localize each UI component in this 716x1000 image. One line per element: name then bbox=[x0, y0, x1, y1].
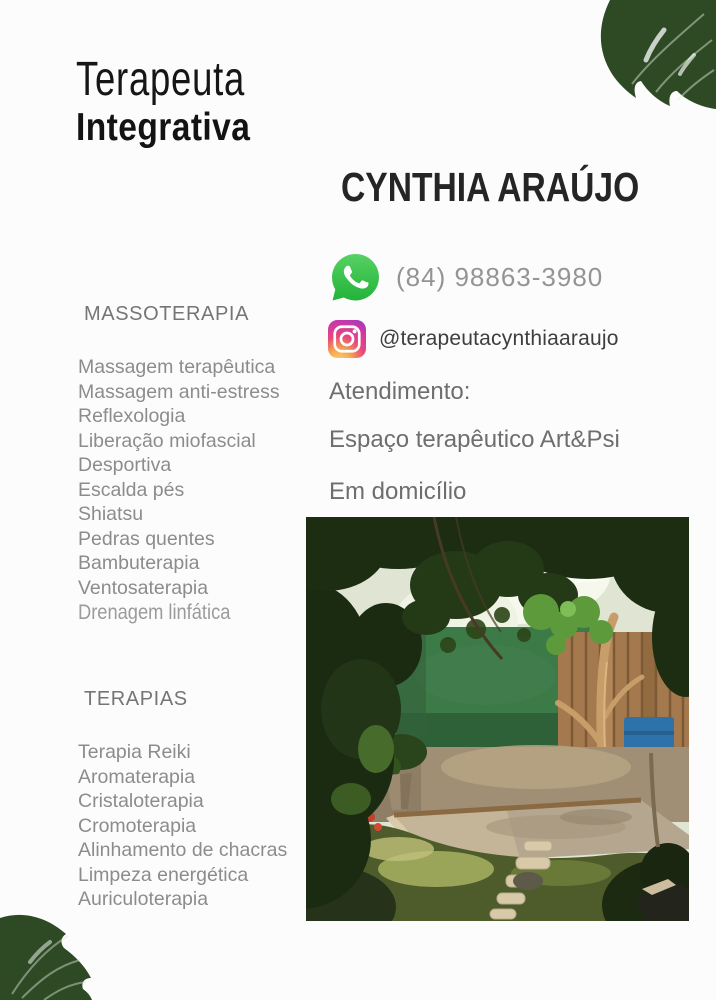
terapias-list bbox=[78, 740, 287, 912]
list-item: Auriculoterapia bbox=[78, 888, 209, 910]
list-item bbox=[78, 600, 280, 626]
massoterapia-heading: MASSOTERAPIA bbox=[84, 303, 250, 325]
therapist-name: CYNTHIA ARAÚJO bbox=[341, 164, 640, 210]
list-item: Aromaterapia bbox=[78, 765, 196, 788]
list-item: Pedras quentes bbox=[78, 527, 215, 550]
list-item: Bambuterapia bbox=[78, 552, 200, 574]
garden-photo bbox=[306, 517, 689, 921]
list-item-condensed: Drenagem linfática bbox=[78, 600, 231, 624]
list-item: Massagem anti-estress bbox=[78, 380, 280, 403]
massoterapia-list bbox=[78, 355, 280, 626]
list-item: Cristaloterapia bbox=[78, 790, 204, 812]
instagram-handle: @terapeutacynthiaaraujo bbox=[379, 327, 619, 350]
attendance-label: Atendimento: bbox=[329, 378, 471, 405]
title-line-1: Terapeuta bbox=[76, 53, 246, 106]
list-item: Cromoterapia bbox=[78, 814, 197, 837]
list-item: Alinhamento de chacras bbox=[78, 839, 288, 861]
instagram-icon bbox=[328, 320, 366, 358]
terapias-heading: TERAPIAS bbox=[84, 688, 188, 710]
whatsapp-contact bbox=[331, 253, 603, 302]
list-item: Massagem terapêutica bbox=[78, 356, 276, 378]
instagram-contact bbox=[328, 320, 619, 358]
list-item: Ventosaterapia bbox=[78, 576, 209, 599]
attendance-location-2: Em domicílio bbox=[329, 478, 467, 505]
whatsapp-number: (84) 98863-3980 bbox=[396, 262, 604, 292]
list-item: Terapia Reiki bbox=[78, 741, 191, 763]
list-item: Escalda pés bbox=[78, 478, 185, 501]
attendance-location-1: Espaço terapêutico Art&Psi bbox=[329, 426, 620, 453]
list-item: Liberação miofascial bbox=[78, 429, 256, 452]
monstera-leaf-top-right bbox=[544, 0, 716, 128]
list-item: Shiatsu bbox=[78, 503, 144, 525]
whatsapp-icon bbox=[331, 253, 380, 302]
flyer-title bbox=[76, 53, 299, 149]
list-item: Reflexologia bbox=[78, 405, 186, 427]
monstera-leaf-bottom-left bbox=[0, 902, 140, 1000]
list-item: Limpeza energética bbox=[78, 863, 249, 886]
list-item: Desportiva bbox=[78, 454, 172, 476]
title-line-2: Integrativa bbox=[76, 105, 251, 149]
attendance-info bbox=[329, 378, 620, 506]
